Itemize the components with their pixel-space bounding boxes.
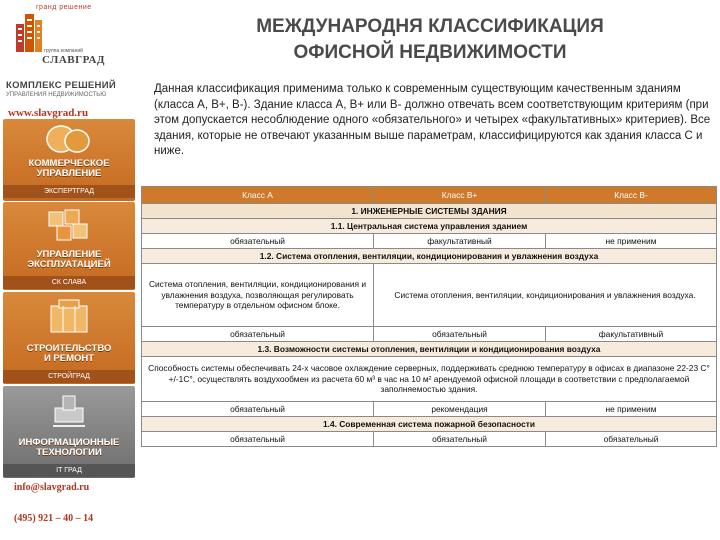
logo-arc-text: гранд решение — [36, 4, 92, 11]
table-cell: обязательный — [142, 402, 374, 417]
section-commercial[interactable] — [3, 119, 135, 201]
table-cell: факультативный — [546, 327, 717, 342]
subsection-row: 1.4. Современная система пожарной безопасности — [142, 417, 717, 432]
table-row — [142, 432, 717, 447]
table-cell: Система отопления, вентиляции, кондиционирования и увлажнения воздуха. — [374, 264, 717, 327]
subsection-row: 1.3. Возможности системы отопления, вентиляции и кондиционирования воздуха — [142, 342, 717, 357]
table-cell: факультативный — [374, 234, 546, 249]
complex-subtitle: УПРАВЛЕНИЯ НЕДВИЖИМОСТЬЮ — [6, 92, 107, 98]
logo-brand: СЛАВГРАД — [42, 54, 105, 66]
header-class-b-minus: Класс В- — [546, 187, 717, 204]
table-row — [142, 234, 717, 249]
table-cell: Способность системы обеспечивать 24-х часовое охлаждение серверных, поддерживать среднюю температуру в офисах в диапазоне 22-23 С° +/-1С°, осуществлять воздухообмен из расчета 60 м³ в час на 10 м² арендуемой офисной площади в соответствии с предполагаемой заполняемостью здания. — [142, 357, 717, 402]
header-class-a: Класс А — [142, 187, 374, 204]
website-link[interactable]: www.slavgrad.ru — [8, 107, 89, 119]
subsection-row: 1.1. Центральная система управления зданием — [142, 219, 717, 234]
header-class-b-plus: Класс В+ — [374, 187, 546, 204]
table-cell: обязательный — [374, 432, 546, 447]
complex-heading — [6, 80, 132, 98]
section-it[interactable] — [3, 386, 135, 478]
section-name: КОММЕРЧЕСКОЕ УПРАВЛЕНИЕ — [28, 158, 110, 179]
table-cell: обязательный — [142, 432, 374, 447]
table-cell: обязательный — [142, 327, 374, 342]
table-cell: рекомендация — [374, 402, 546, 417]
table-cell: обязательный — [374, 327, 546, 342]
complex-title: КОМПЛЕКС РЕШЕНИЙ — [6, 80, 116, 91]
table-cell: не применим — [546, 234, 717, 249]
section-name: СТРОИТЕЛЬСТВО И РЕМОНТ — [26, 343, 112, 364]
classification-table — [141, 186, 717, 447]
section-name: УПРАВЛЕНИЕ ЭКСПЛУАТАЦИЕЙ — [27, 249, 111, 270]
table-row — [142, 402, 717, 417]
table-header-row — [142, 187, 717, 204]
section-operation[interactable] — [3, 202, 135, 290]
building-icon — [14, 10, 44, 54]
table-cell: обязательный — [546, 432, 717, 447]
section-name: ИНФОРМАЦИОННЫЕ ТЕХНОЛОГИИ — [18, 437, 120, 458]
table-cell: Система отопления, вентиляции, кондиционирования и увлажнения воздуха, позволяющая регулировать температуру в отдельном офисном блоке. — [142, 264, 374, 327]
section-sub: ЭКСПЕРТГРАД — [3, 185, 135, 198]
logo-subtitle: группа компаний — [44, 48, 83, 54]
table-row — [142, 357, 717, 402]
coins-icon — [35, 121, 103, 155]
page-title: МЕЖДУНАРОДНЯ КЛАССИФИКАЦИЯ ОФИСНОЙ НЕДВИЖИМОСТИ — [256, 16, 604, 63]
wooden-toy-icon — [35, 390, 103, 430]
intro-paragraph: Данная классификация применима только к современным существующим качественным зданиям (класса А, В+, В-). Здание класса А, В+ или В- должно отвечать всем соответствующим критериям (при этом допускается несоблюдение одного «обязательного» и четырех «факультативных» критериев). Все здания, которые не отвечают указанным выше параметрам, классифицируются как здания класса С и ниже. — [154, 83, 711, 157]
table-row — [142, 264, 717, 327]
section-sub: СК СЛАВА — [3, 276, 135, 289]
company-logo[interactable] — [14, 4, 105, 66]
email-link[interactable]: info@slavgrad.ru — [14, 482, 90, 493]
section-sub: IT ГРАД — [3, 464, 135, 477]
sidebar — [0, 0, 138, 540]
phone-number: (495) 921 – 40 – 14 — [14, 513, 94, 524]
puzzle-cubes-icon — [35, 206, 103, 244]
section-construction[interactable] — [3, 292, 135, 384]
section-row: 1. ИНЖЕНЕРНЫЕ СИСТЕМЫ ЗДАНИЯ — [142, 204, 717, 219]
table-cell: обязательный — [142, 234, 374, 249]
section-sub: СТРОЙГРАД — [3, 370, 135, 383]
blocks-icon — [35, 296, 103, 336]
subsection-row: 1.2. Система отопления, вентиляции, кондиционирования и увлажнения воздуха — [142, 249, 717, 264]
table-cell: не применим — [546, 402, 717, 417]
table-row — [142, 327, 717, 342]
